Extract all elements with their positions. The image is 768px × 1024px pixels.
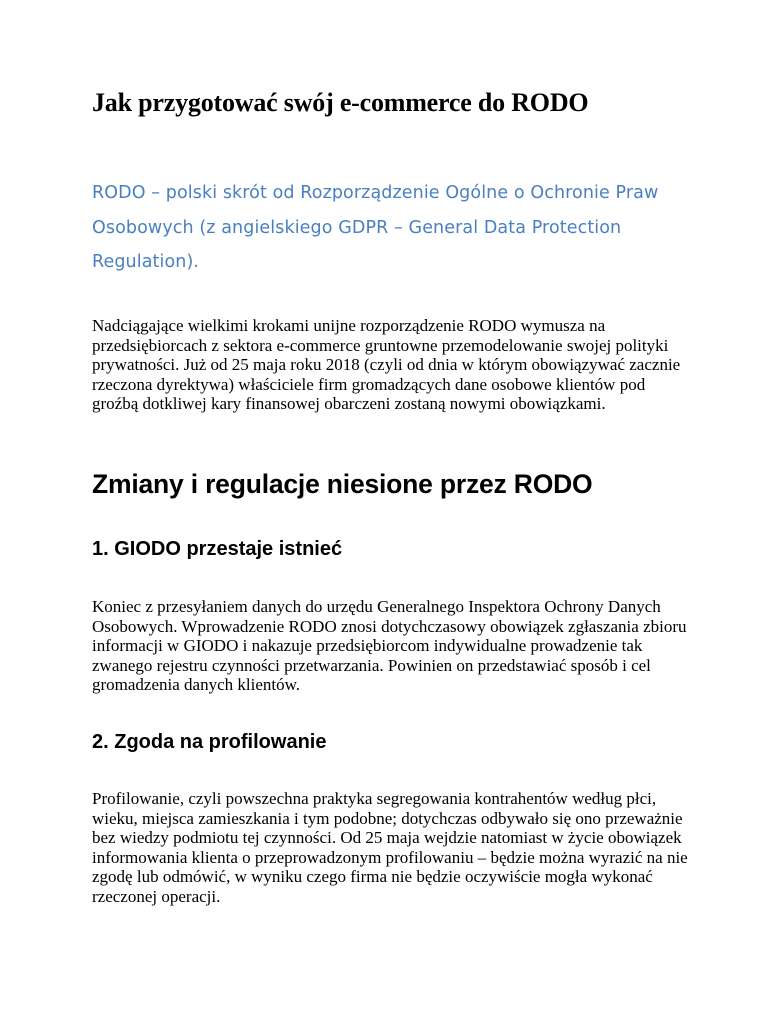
section-heading: Zmiany i regulacje niesione przez RODO (92, 469, 593, 499)
document-subtitle: RODO – polski skrót od Rozporządzenie Ogólne o Ochronie Praw Osobowych (z angielskiego GDPR – General Data Protection Regulation). (92, 183, 659, 272)
subsection-heading-giodo: 1. GIODO przestaje istnieć (92, 538, 343, 560)
intro-paragraph: Nadciągające wielkimi krokami unijne rozporządzenie RODO wymusza na przedsiębiorcach z sektora e-commerce gruntowne przemodelowanie swojej polityki prywatności. Już od 25 maja roku 2018 (czyli od dnia w którym obowiązywać zacznie rzeczona dyrektywa) właściciele firm gromadzących dane osobowe klientów pod groźbą dotkliwej kary finansowej obarczeni zostaną nowymi obowiązkami. (92, 316, 681, 413)
subsection-body-giodo: Koniec z przesyłaniem danych do urzędu Generalnego Inspektora Ochrony Danych Osobowych. Wprowadzenie RODO znosi dotychczasowy obowiązek zgłaszania zbioru informacji w GIODO i nakazuje przedsiębiorcom indywidualne prowadzenie tak zwanego rejestru czynności przetwarzania. Powinien on przedstawiać sposób i cel gromadzenia danych klientów. (92, 597, 687, 694)
subsection-body-profilowanie: Profilowanie, czyli powszechna praktyka segregowania kontrahentów według płci, wieku, miejsca zamieszkania i tym podobne; dotychczas odbywało się ono przeważnie bez wiedzy podmiotu tej czynności. Od 25 maja wejdzie natomiast w życie obowiązek informowania klienta o przeprowadzonym profilowaniu – będzie można wyrazić na nie zgodę lub odmówić, w wyniku czego firma nie będzie oczywiście mogła wykonać rzeczonej operacji. (92, 789, 688, 906)
document-title: Jak przygotować swój e-commerce do RODO (92, 88, 589, 117)
subsection-heading-profilowanie: 2. Zgoda na profilowanie (92, 731, 327, 753)
